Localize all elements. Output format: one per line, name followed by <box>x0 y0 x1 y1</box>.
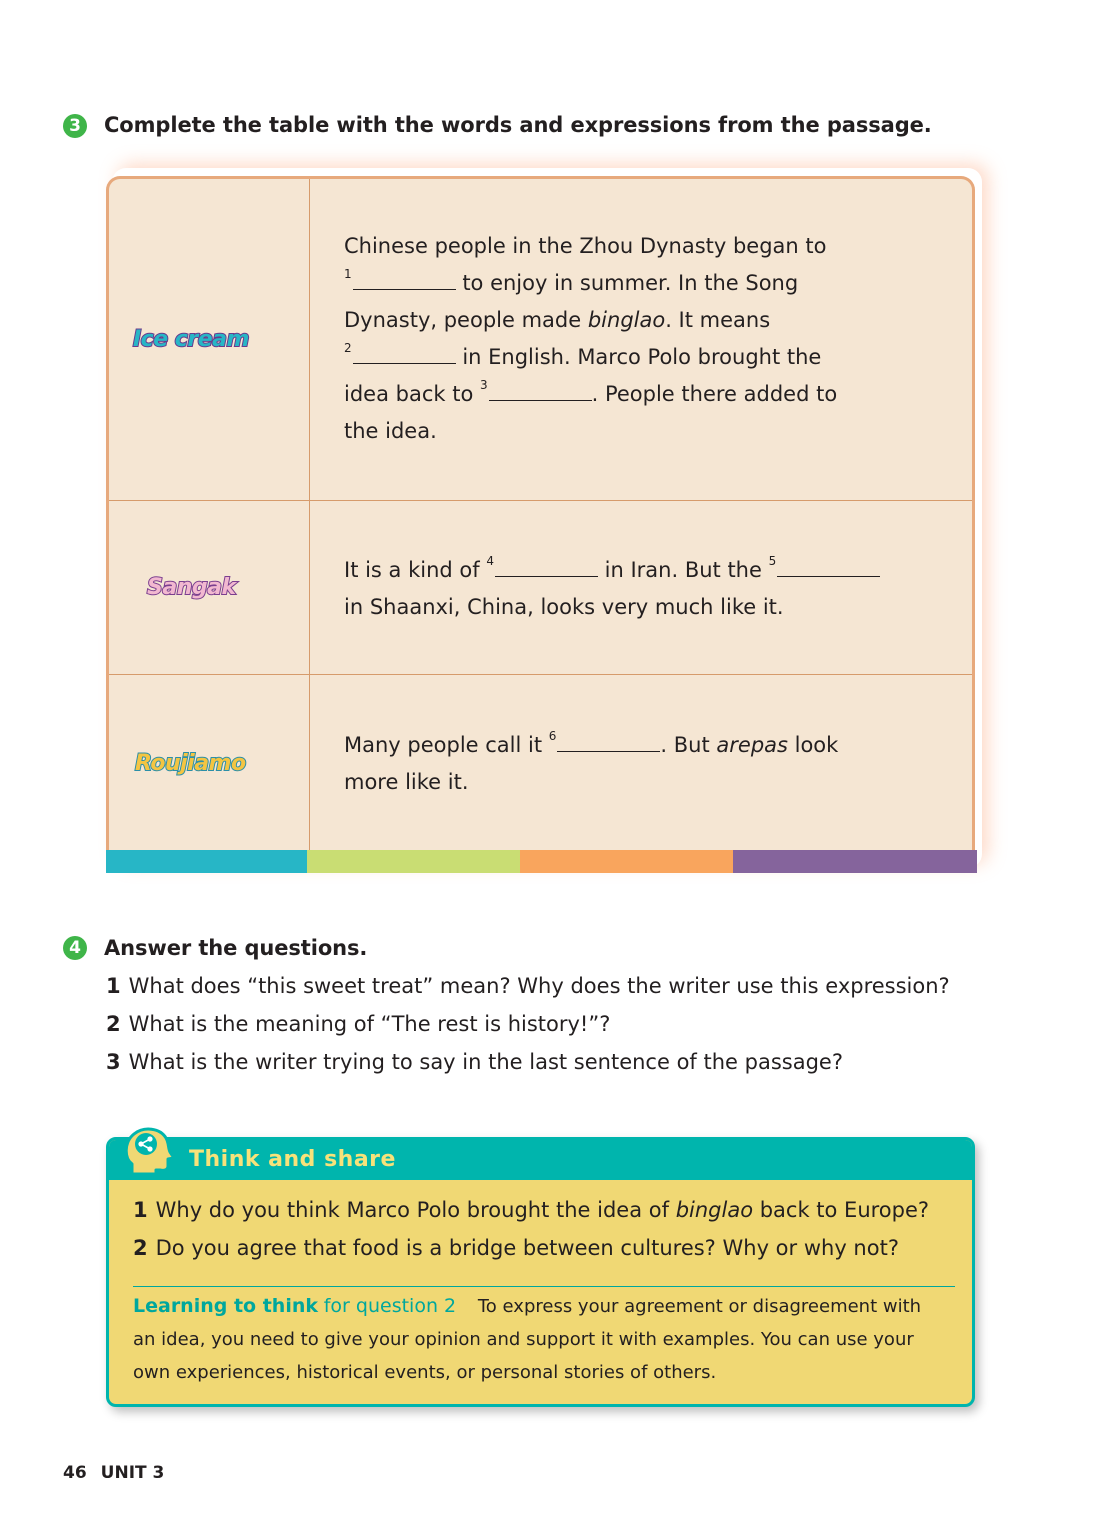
page-number: 46 <box>63 1463 87 1483</box>
text-line: Dynasty, people made binglao. It means <box>344 308 771 332</box>
unit-label: UNIT 3 <box>100 1463 165 1483</box>
head-share-icon <box>120 1124 184 1180</box>
food-label-ice-cream: Ice cream <box>133 327 249 352</box>
blank-number: 4 <box>486 554 494 568</box>
text-line: idea back to $^3$ . People there added to <box>344 378 838 406</box>
exercise-3-badge: 3 <box>63 114 87 138</box>
think-and-share-header <box>109 1140 972 1180</box>
text-line: more like it. <box>344 770 469 794</box>
think-and-share-title: Think and share <box>189 1147 396 1172</box>
tip-title: Learning to think <box>133 1295 318 1317</box>
text-line: in Shaanxi, China, looks very much like it. <box>344 595 784 619</box>
exercise-4-instruction: Answer the questions. <box>104 936 368 960</box>
answer-blank[interactable] <box>353 343 456 364</box>
exercise-3-instruction: Complete the table with the words and expressions from the passage. <box>104 113 932 137</box>
question-1: 1 What does “this sweet treat” mean? Why does the writer use this expression? <box>106 974 950 998</box>
share-divider <box>133 1286 955 1287</box>
question-3: 3 What is the writer trying to say in the last sentence of the passage? <box>106 1050 843 1074</box>
row-divider <box>109 674 972 675</box>
answer-blank[interactable] <box>489 380 592 401</box>
text-line: $^1$ to enjoy in summer. In the Song <box>344 267 799 295</box>
share-question-2: 2 Do you agree that food is a bridge between cultures? Why or why not? <box>133 1236 899 1260</box>
blank-number: 5 <box>768 554 777 568</box>
answer-blank[interactable] <box>495 556 598 577</box>
food-label-roujiamo: Roujiamo <box>135 751 246 776</box>
color-strip-green <box>307 850 520 873</box>
row-text-ice-cream <box>344 228 837 450</box>
learning-to-think-tip <box>133 1290 943 1389</box>
question-2: 2 What is the meaning of “The rest is history!”? <box>106 1012 611 1036</box>
row-divider <box>109 500 972 501</box>
blank-number: 3 <box>479 378 488 392</box>
food-label-sangak: Sangak <box>147 575 236 600</box>
answer-blank[interactable] <box>777 556 880 577</box>
tip-for-question: for question 2 <box>323 1295 457 1317</box>
tip-text: To express your agreement or disagreement with an idea, you need to give your opinion and support it with examples. You can use your own experiences, historical events, or personal stories of others. <box>133 1296 922 1383</box>
color-strip-teal <box>106 850 307 873</box>
answer-blank[interactable] <box>557 731 660 752</box>
page-footer <box>63 1463 164 1483</box>
color-strip-purple <box>733 850 977 873</box>
row-text-sangak <box>344 552 880 626</box>
text-line: Many people call it $^6$ . But arepas look <box>344 729 839 757</box>
text-line: It is a kind of $^4$ in Iran. But the $^5$ <box>344 552 880 589</box>
blank-number: 6 <box>548 729 557 743</box>
blank-number: 1 <box>344 267 352 281</box>
row-text-roujiamo <box>344 727 838 801</box>
blank-number: 2 <box>344 341 352 355</box>
text-line: the idea. <box>344 419 437 443</box>
color-strip-orange <box>520 850 733 873</box>
column-divider <box>309 179 310 850</box>
food-table <box>106 176 975 850</box>
share-question-1: 1 Why do you think Marco Polo brought the idea of binglao back to Europe? <box>133 1198 930 1222</box>
text-line: Chinese people in the Zhou Dynasty began to <box>344 234 827 258</box>
answer-blank[interactable] <box>353 269 456 290</box>
think-and-share-box <box>106 1137 975 1407</box>
text-line: $^2$ in English. Marco Polo brought the <box>344 341 822 369</box>
exercise-4-badge: 4 <box>63 936 87 960</box>
